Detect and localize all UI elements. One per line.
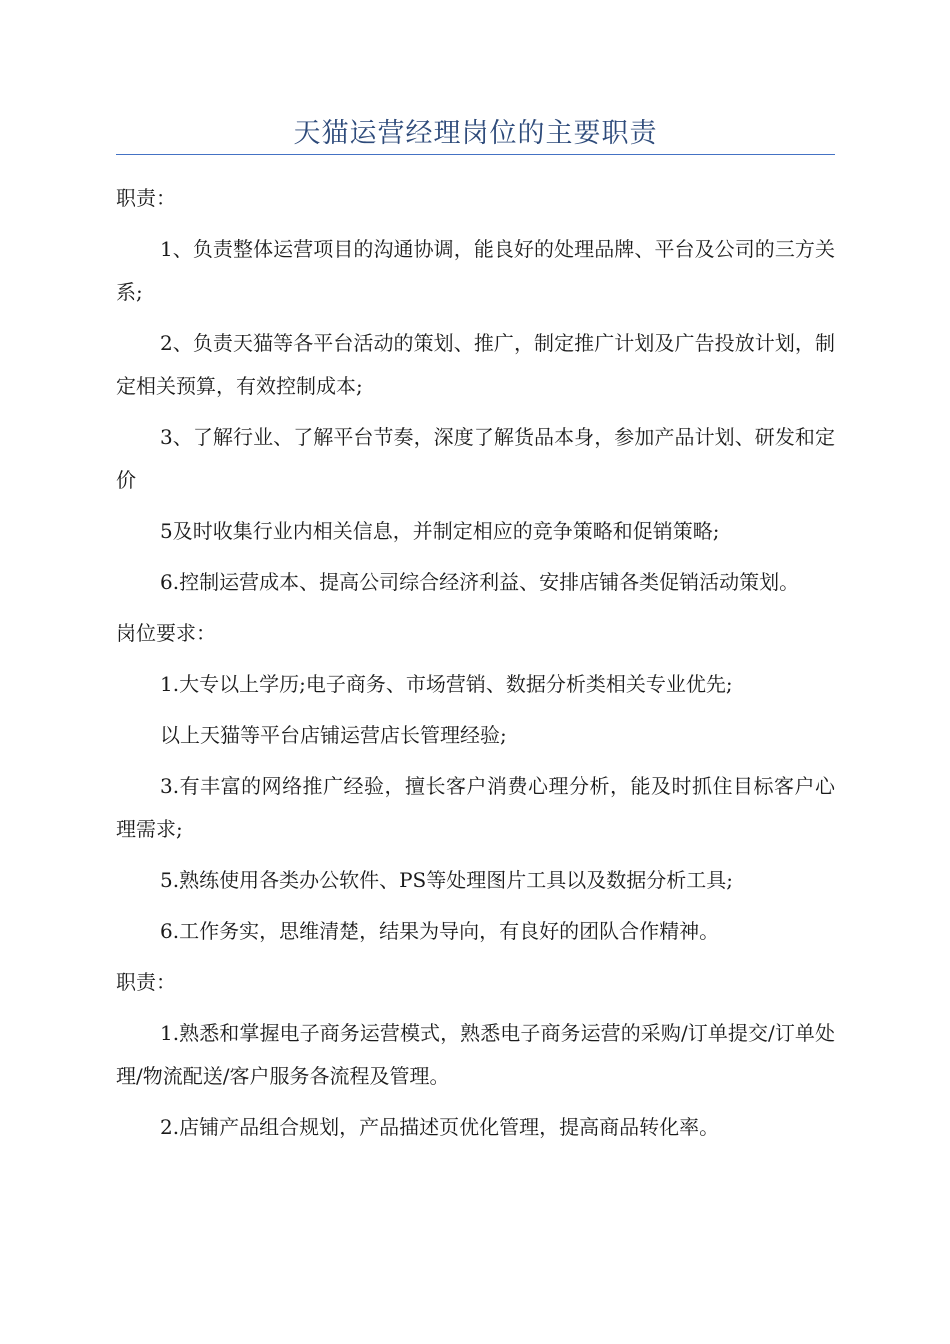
requirement-item: 以上天猫等平台店铺运营店长管理经验; — [160, 723, 507, 747]
section-heading-duties: 职责： — [116, 186, 176, 210]
section-heading-requirements: 岗位要求： — [116, 621, 216, 645]
document-body — [116, 177, 835, 1149]
document-title: 天猫运营经理岗位的主要职责 — [293, 118, 658, 149]
title-divider — [116, 154, 835, 155]
duty-item: 1、负责整体运营项目的沟通协调，能良好的处理品牌、平台及公司的三方关系; — [116, 237, 835, 304]
duty-item: 2.店铺产品组合规划，产品描述页优化管理，提高商品转化率。 — [160, 1115, 720, 1139]
requirement-item: 6.工作务实，思维清楚，结果为导向，有良好的团队合作精神。 — [160, 919, 720, 943]
duty-item: 3、了解行业、了解平台节奏，深度了解货品本身，参加产品计划、研发和定价 — [116, 425, 835, 492]
duty-item: 2、负责天猫等各平台活动的策划、推广，制定推广计划及广告投放计划，制定相关预算，有效控制成本; — [116, 331, 835, 398]
duty-item: 6.控制运营成本、提高公司综合经济利益、安排店铺各类促销活动策划。 — [160, 570, 800, 594]
requirement-item: 3.有丰富的网络推广经验，擅长客户消费心理分析，能及时抓住目标客户心理需求; — [116, 774, 835, 841]
duty-item: 5及时收集行业内相关信息，并制定相应的竞争策略和促销策略; — [160, 519, 720, 543]
document-page — [116, 0, 835, 1157]
requirement-item: 1.大专以上学历;电子商务、市场营销、数据分析类相关专业优先; — [160, 672, 733, 696]
section-heading-duties-2: 职责： — [116, 970, 176, 994]
duty-item: 1.熟悉和掌握电子商务运营模式，熟悉电子商务运营的采购/订单提交/订单处理/物流配送/客户服务各流程及管理。 — [116, 1021, 835, 1088]
requirement-item: 5.熟练使用各类办公软件、PS等处理图片工具以及数据分析工具; — [160, 868, 733, 892]
